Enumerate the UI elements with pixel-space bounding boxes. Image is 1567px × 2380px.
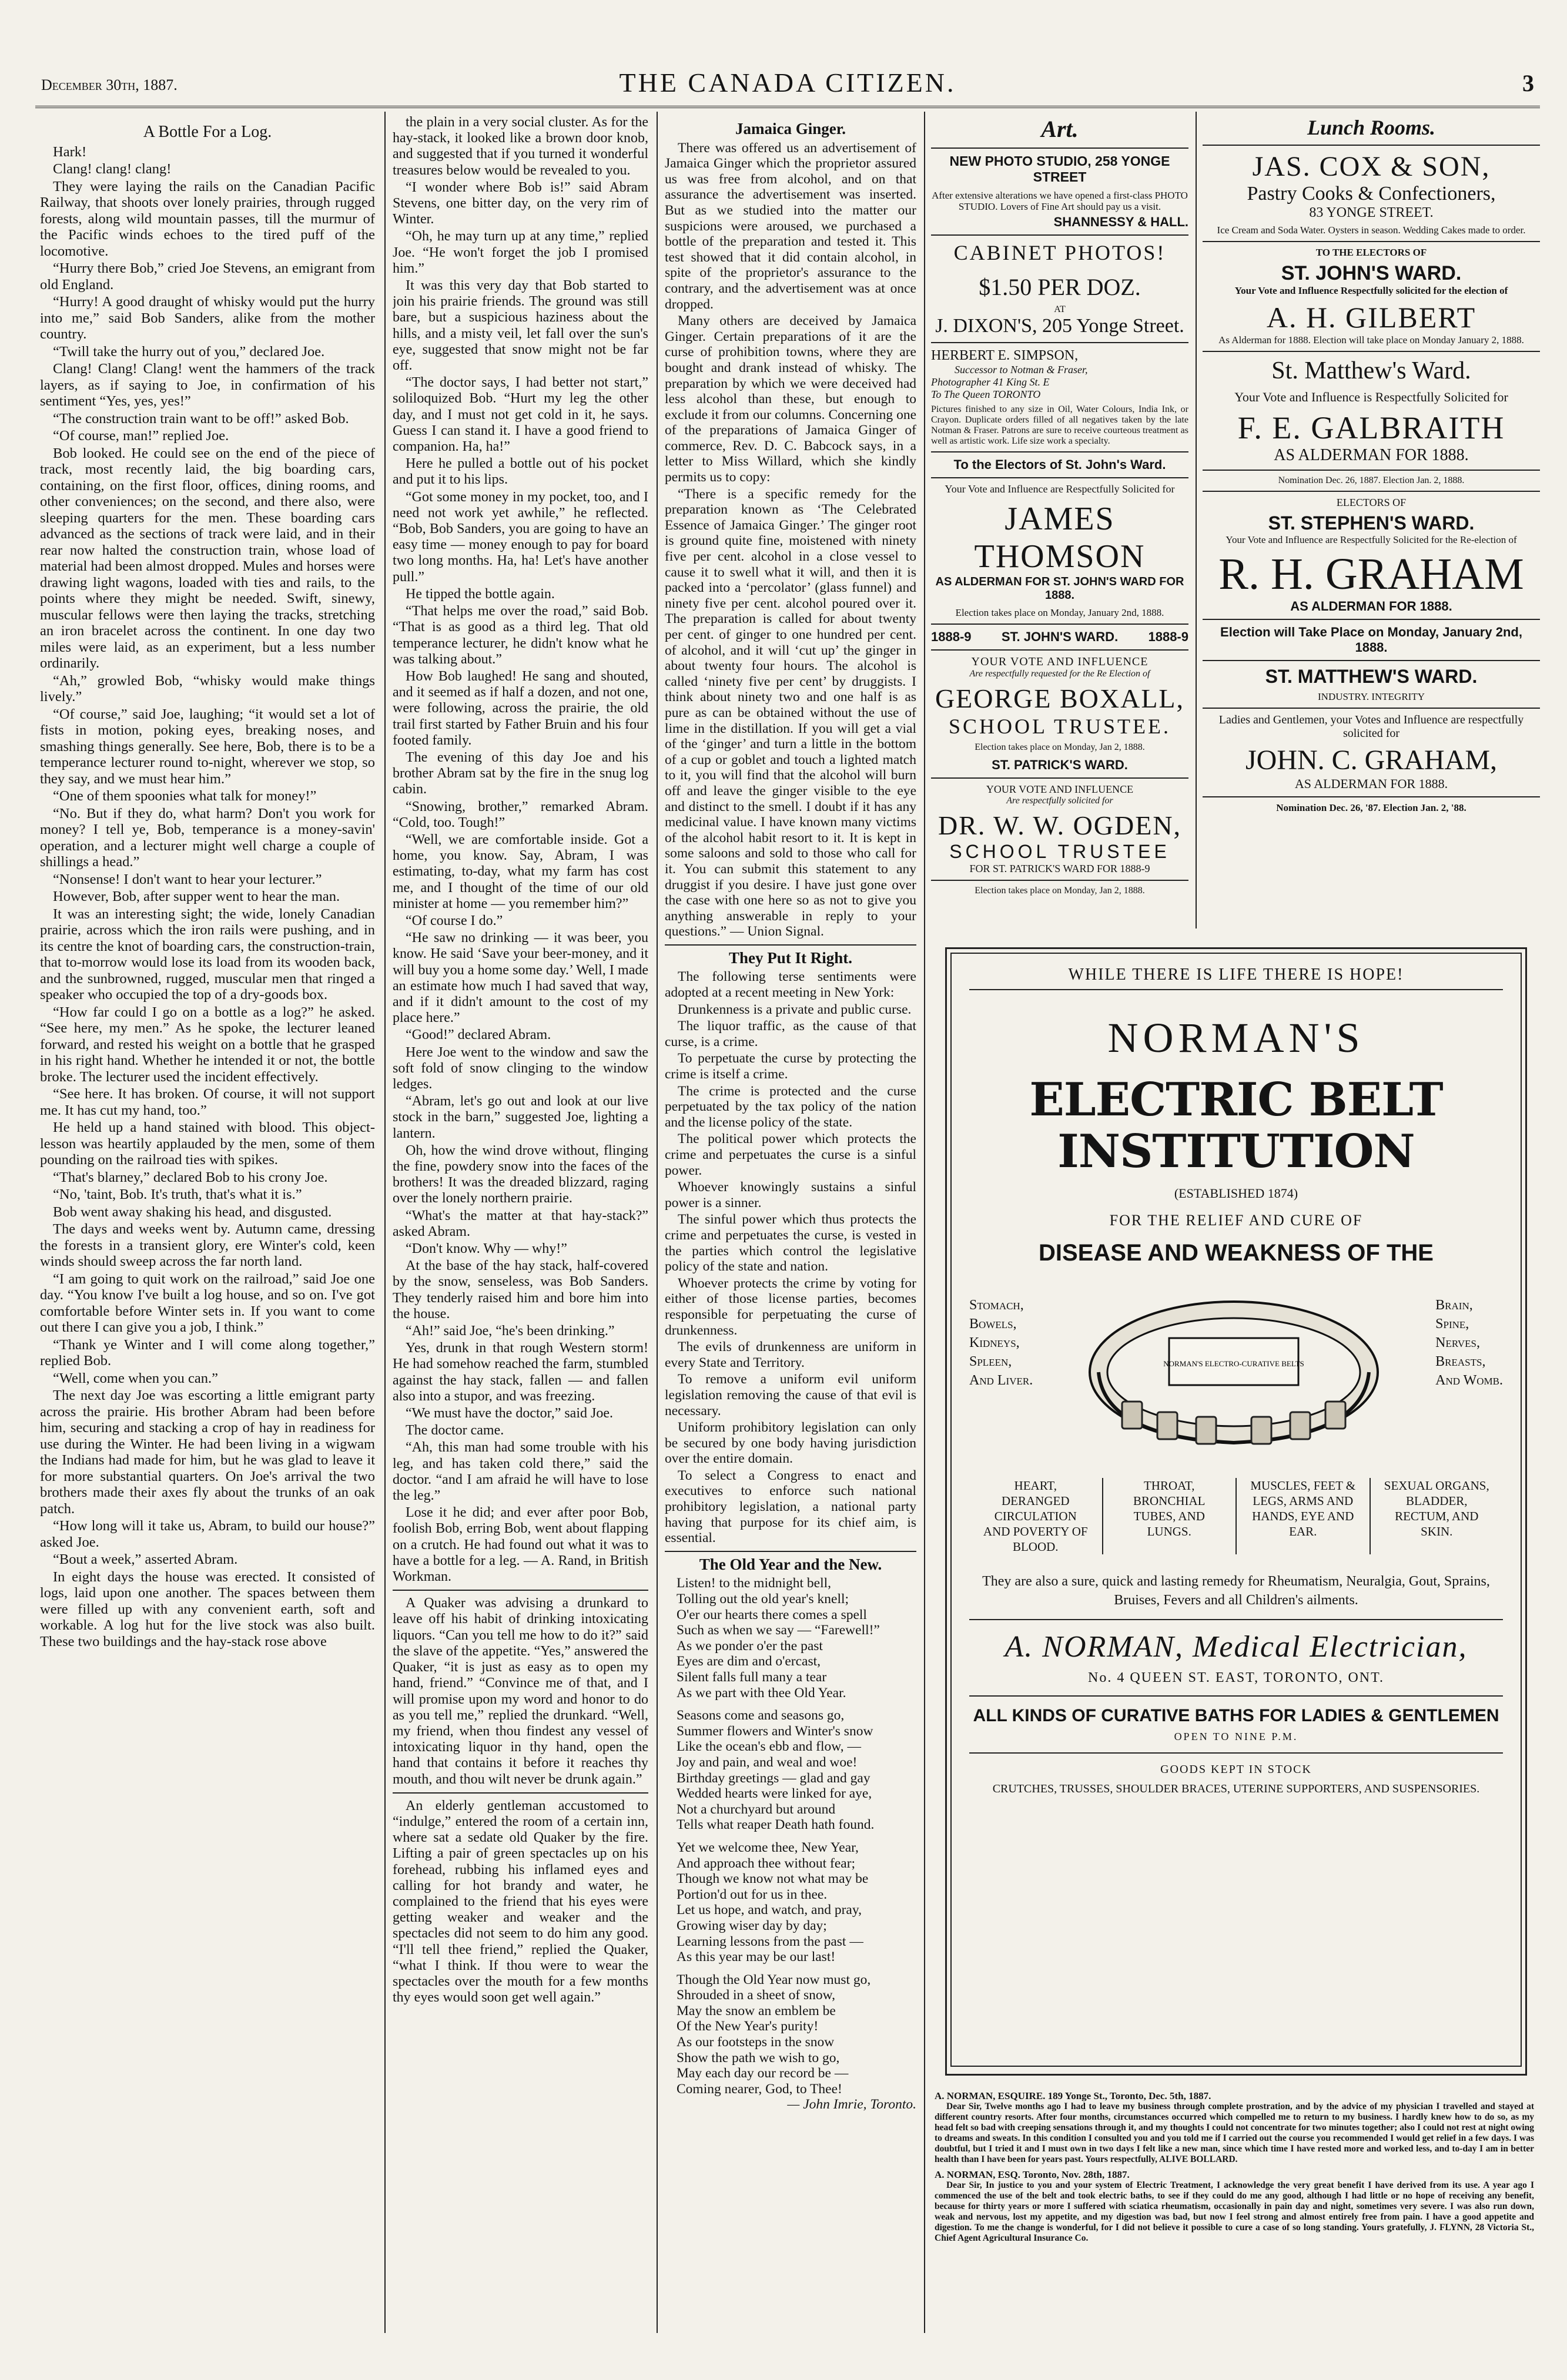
candidate-boxall: GEORGE BOXALL, (935, 683, 1185, 713)
ad-banner: WHILE THERE IS LIFE THERE IS HOPE! (969, 966, 1503, 990)
organ-item: And Womb. (1435, 1373, 1503, 1388)
paragraph: The days and weeks went by. Autumn came, dressing the forests in a transient glory, ere Winter's cold, keen winds should sweep across the far north land. (40, 1221, 375, 1269)
poem-title: The Old Year and the New. (699, 1555, 882, 1573)
ward-name: ST. STEPHEN'S WARD. (1268, 512, 1475, 534)
paragraph: The following terse sentiments were adopted at a recent meeting in New York: (665, 969, 916, 1001)
cox-address: 83 YONGE STREET. (1309, 205, 1434, 220)
poem-line: Summer flowers and Winter's snow (677, 1723, 873, 1739)
paragraph: Here he pulled a bottle out of his pocket and put it to his lips. (393, 456, 648, 488)
organ-item: Nerves, (1435, 1335, 1480, 1350)
poem-line: Shrouded in a sheet of snow, (677, 1987, 835, 2003)
paragraph: Drunkenness is a private and public curse. (678, 1001, 912, 1017)
electrician-name: A. NORMAN, Medical Electrician, (1005, 1630, 1468, 1664)
paragraph: Here Joe went to the window and saw the soft fold of snow clinging to the window ledges. (393, 1044, 648, 1092)
paragraph: Clang! Clang! Clang! went the hammers of the track layers, as if saying to Joe, in confirmation of his sentiment “Yes, yes, yes!” (40, 361, 375, 409)
right-organ-list (1435, 1296, 1503, 1390)
paragraph: Bob looked. He could see on the end of the piece of track, most recently laid, the big boarding cars, containing, on the first floor, offices, dining rooms, and other conveniences; on the second, and there also, were sleeping quarters for the men. These boarding cars advanced as the sections of track were laid, and in their rear now halted the construction train, whose load of material had been almost dropped. Mules and horses were drawing light wagons, loaded with ties and rails, to the points where they might be needed. Swift, sinewy, muscular fellows were then laying the tracks, stretching an iron bracelet across the continent. In one day two miles were laid, as an experiment, but a less number ordinarily. (40, 445, 375, 671)
paragraph: “We must have the doctor,” said Joe. (406, 1406, 613, 1422)
paragraph: The doctor came. (406, 1423, 504, 1439)
cabinet-photos: CABINET PHOTOS! (953, 241, 1166, 264)
motto: INDUSTRY. INTEGRITY (1318, 691, 1425, 702)
paragraph: “How far could I go on a bottle as a log?” he asked. “See here, my men.” As he spoke, the lecturer leaned forward, and rested his weight on a bottle that he grasped in his right hand. Whether he intended it or not, the bottle broke. The lecturer used the incident effectively. (40, 1004, 375, 1085)
norman-address: No. 4 QUEEN ST. EAST, TORONTO, ONT. (1088, 1670, 1384, 1685)
paragraph: To select a Congress to enact and executives to enforce such national prohibitory legislation, a national party having that purpose for its chief aim, is essential. (665, 1467, 916, 1546)
disease-heading: DISEASE AND WEAKNESS OF THE (1039, 1240, 1434, 1266)
belt-label: NORMAN'S ELECTRO-CURATIVE BELTS (1163, 1359, 1304, 1368)
paragraph: Clang! clang! clang! (53, 161, 172, 177)
paragraph: Whoever knowingly sustains a sinful power is a sinner. (665, 1179, 916, 1211)
candidate-ogden: DR. W. W. OGDEN, (937, 810, 1182, 840)
election-note: Election takes place on Monday, Jan 2, 1888. (975, 886, 1145, 896)
article-body (40, 144, 375, 1650)
galbraith-office: AS ALDERMAN FOR 1888. (1274, 446, 1469, 464)
divider (393, 1590, 648, 1591)
paragraph: To remove a uniform evil uniform legislation removing the cause of that evil is necessary. (665, 1372, 916, 1419)
ward-name: ST. MATTHEW'S WARD. (1265, 666, 1478, 687)
organ-item: Brain, (1435, 1298, 1473, 1313)
divider (1203, 491, 1540, 492)
paragraph: “Oh, he may turn up at any time,” replied Joe. “He won't forget the job I promised him.” (393, 229, 648, 276)
header-page-number: 3 (1522, 70, 1534, 96)
poem-line: May the snow an emblem be (677, 2003, 836, 2019)
for-relief: FOR THE RELIEF AND CURE OF (1109, 1212, 1363, 1229)
paragraph: the plain in a very social cluster. As for the hay-stack, it looked like a brown door knob, and suggested that if you turned it wonderful treasures below would be revealed to you. (393, 115, 648, 178)
candidate-rh-graham: R. H. GRAHAM (1218, 549, 1524, 599)
simpson-note: Pictures finished to any size in Oil, Water Colours, India Ink, or Crayon. Duplicate orders filled of all negatives taken by the late Notman & Fraser. Patrons are sure to receive courteous treatment as well as artistic work. Life size work a specialty. (931, 404, 1188, 446)
vote-note: YOUR VOTE AND INFLUENCE (986, 783, 1134, 795)
studio-name: NEW PHOTO STUDIO, 258 YONGE STREET (949, 153, 1170, 185)
header-rule (35, 106, 1540, 108)
organ-item: Kidneys, (969, 1335, 1020, 1350)
poem-line: Though we know not what may be (677, 1871, 869, 1887)
poem-line (677, 1833, 916, 1840)
divider (931, 451, 1188, 452)
paragraph: The sinful power which thus protects the crime and perpetuates the curse, is vested in the parties which control the legislative policy of the state and nation. (665, 1212, 916, 1275)
candidate-jc-graham: JOHN. C. GRAHAM, (1245, 745, 1498, 776)
year-left: 1888-9 (931, 629, 972, 644)
divider (1203, 351, 1540, 352)
divider (1203, 619, 1540, 620)
poem-line: Growing wiser day by day; (677, 1918, 827, 1933)
testimonials (935, 2091, 1534, 2332)
paragraph: “Of course, man!” replied Joe. (53, 428, 229, 444)
poem-line: Though the Old Year now must go, (677, 1972, 871, 1987)
poem-author: — John Imrie, Toronto. (787, 2097, 916, 2113)
to-electors: TO THE ELECTORS OF (1315, 247, 1427, 258)
cure-note: They are also a sure, quick and lasting remedy for Rheumatism, Neuralgia, Gout, Sprains, Bruises, Fevers and all Children's ailments. (982, 1574, 1490, 1608)
article-body (393, 115, 648, 1585)
article-body (665, 969, 916, 1546)
divider (931, 477, 1188, 478)
candidate-thomson-office: AS ALDERMAN FOR ST. JOHN'S WARD FOR 1888. (935, 575, 1184, 602)
divider (931, 624, 1188, 625)
poem-line: Let us hope, and watch, and pray, (677, 1902, 862, 1918)
studio-owner: SHANNESSY & HALL. (1053, 214, 1188, 229)
paragraph: “Well, come when you can.” (53, 1370, 219, 1386)
ailment-column: THROAT, BRONCHIAL TUBES, AND LUNGS. (1102, 1478, 1236, 1554)
paragraph: Bob went away shaking his head, and disgusted. (53, 1204, 332, 1220)
candidate-thomson: JAMES THOMSON (974, 501, 1146, 575)
paragraph: “That's blarney,” declared Bob to his crony Joe. (53, 1169, 328, 1185)
open-hours: OPEN TO NINE P.M. (1174, 1731, 1298, 1742)
poem-line: Birthday greetings — glad and gay (677, 1770, 870, 1786)
paragraph: Many others are deceived by Jamaica Ginger. Certain preparations of it are the curse of prohibition towns, where they are bought and drank instead of whisky. The preparation by which we were deceived had less alcohol than these, but enough to exclude it from our columns. Concerning one of the preparations of Jamaica Ginger of commerce, Rev. D. C. Babcock says, in a letter to Miss Willard, which she kindly permits us to copy: (665, 313, 916, 485)
paragraph: “No, 'taint, Bob. It's truth, that's what it is.” (53, 1186, 302, 1202)
paragraph: To perpetuate the curse by protecting the crime is itself a crime. (665, 1051, 916, 1082)
section-heading: Art. (1041, 116, 1079, 142)
article-title: Jamaica Ginger. (735, 120, 846, 138)
stock-list: CRUTCHES, TRUSSES, SHOULDER BRACES, UTERINE SUPPORTERS, AND SUSPENSORIES. (992, 1782, 1480, 1795)
divider (931, 649, 1188, 651)
column-rule (384, 112, 386, 2333)
poem-line (677, 1701, 916, 1708)
belt-section (969, 1284, 1503, 1460)
paragraph: However, Bob, after supper went to hear the man. (53, 889, 340, 904)
paragraph: “Ah, this man had some trouble with his leg, and has taken cold there,” said the doctor. “and I am afraid he will have to lose the leg.” (393, 1440, 648, 1504)
poem-line: Tells what reaper Death hath found. (677, 1817, 875, 1833)
paragraph: “Twill take the hurry out of you,” declared Joe. (53, 343, 325, 360)
ward-name: St. Matthew's Ward. (1271, 357, 1471, 384)
paragraph: “Ah,” growled Bob, “whisky would make things lively.” (40, 672, 375, 705)
established: (ESTABLISHED 1874) (1174, 1186, 1298, 1201)
poem-line: Coming nearer, God, to Thee! (677, 2081, 842, 2097)
paragraph: “Snowing, brother,” remarked Abram. “Cold, too. Tough!” (393, 799, 648, 830)
divider (969, 1695, 1503, 1697)
paragraph: “Nonsense! I don't want to hear your lecturer.” (53, 871, 322, 887)
poem-line: As we ponder o'er the past (677, 1638, 823, 1654)
cox-note: Ice Cream and Soda Water. Oysters in season. Wedding Cakes made to order. (1217, 224, 1526, 236)
quaker-anecdote: A Quaker was advising a drunkard to leave off his habit of drinking intoxicating liquors. “Can you tell me how to do it?” said the slave of the appetite. “Yes,” answered the Quaker, “it is just as easy as to open my hand, friend.” “Convince me of that, and I will promise upon my word and honor to do as you tell me,” replied the drunkard. “Well, my friend, when thou findest any vessel of intoxicating liquor in thy hand, open the hand that contains it before it reaches thy mouth, and thou wilt never be drunk again.” (393, 1595, 648, 1787)
poem-line: Wedded hearts were linked for aye, (677, 1786, 872, 1802)
left-organ-list (969, 1296, 1033, 1390)
article-title: They Put It Right. (728, 948, 852, 967)
electric-belt-illustration (1081, 1284, 1387, 1454)
ad-inner-frame (950, 953, 1522, 2067)
testimonial-2: Dear Sir, In justice to you and your system of Electric Treatment, I acknowledge the very great benefit I have derived from its use. A year ago I commenced the use of the belt and took electric baths, to see if they could do me any good, although I had little or no hope of receiving any benefit, because for thirty years or more I suffered with sciatica rheumatism, occasionally in pain day and night, sometimes very severe. I was also run down, weak and nervous, lost my appetite, and my digestion was bad, but now I feel strong and almost entirely free from pain. I have a good appetite and digestion. To me the change is wonderful, for I did not believe it possible to cure a case of so long standing. Yours gratefully, J. FLYNN, 28 Victoria St., Chief Agent Agricultural Insurance Co. (935, 2180, 1534, 2243)
ward-line (931, 629, 1188, 645)
ailment-column: MUSCLES, FEET & LEGS, ARMS AND HANDS, EYE AND EAR. (1235, 1478, 1370, 1554)
paragraph: “See here. It has broken. Of course, it will not support me. It has cut my hand, too.” (40, 1086, 375, 1118)
ailment-columns (969, 1478, 1503, 1554)
column-3 (665, 118, 916, 2333)
poem-line: Such as when we say — “Farewell!” (677, 1623, 880, 1638)
norman-name: NORMAN'S (1107, 1014, 1365, 1061)
paragraph: “Well, we are comfortable inside. Got a home, you know. Say, Abram, I was estimating, to-day, what my farm has cost me, and I thought of the time of our old minister at home — you remember him?” (393, 832, 648, 911)
poem-line: Portion'd out for us in thee. (677, 1886, 828, 1902)
organ-item: Spleen, (969, 1354, 1012, 1369)
paragraph: “I am going to quit work on the railroad,” said Joe one day. “You know I've built a log house, and so on. I've got comfortable before Winter sets in. If you want to come out there I can give you a job, I think.” (40, 1271, 375, 1335)
spectacles-anecdote: An elderly gentleman accustomed to “indulge,” entered the room of a certain inn, where sat a sedate old Quaker by the fire. Lifting a pair of green spectacles up on his forehead, rubbing his inflamed eyes and calling for hot brandy and water, he complained to the friend that his eyes were getting weaker and weaker and the spectacles did not seem to do him any good. “I'll tell thee friend,” replied the Quaker, “what I think. If thou were to wear the spectacles over the mouth for a few months thy eyes would soon get well again.” (393, 1798, 648, 2006)
paragraph: “Of course I do.” (406, 913, 503, 928)
divider (1203, 145, 1540, 146)
paragraph: “Bout a week,” asserted Abram. (53, 1551, 238, 1567)
column-rule (1196, 112, 1197, 928)
dixon-address: J. DIXON'S, 205 Yonge Street. (935, 315, 1184, 337)
paragraph: “Hurry there Bob,” cried Joe Stevens, an emigrant from old England. (40, 260, 375, 293)
poem-line: Tolling out the old year's knell; (677, 1591, 849, 1607)
paragraph: Lose it he did; and ever after poor Bob, foolish Bob, erring Bob, went about flapping on a crutch. He had found out what it was to have a bottle for a leg. — A. Rand, in British Workman. (393, 1505, 648, 1585)
poem-line: Not a churchyard but around (677, 1801, 836, 1817)
paragraph: The next day Joe was escorting a little emigrant party across the prairie. His brother Abram had been before him, securing and stacking a crop of hay in readiness for use during the Winter. He had been living in a wigwam the Indians had made for him, but he was glad to leave it for more substantial quarters. On Joe's arrival the two brothers made their axes fly about the trunks of an oak patch. (40, 1387, 375, 1517)
article-title: A Bottle For a Log. (143, 123, 272, 141)
divider (1203, 796, 1540, 797)
baths-heading: ALL KINDS OF CURATIVE BATHS FOR LADIES & GENTLEMEN (973, 1706, 1499, 1725)
divider (393, 1792, 648, 1794)
organ-item: Spine, (1435, 1316, 1469, 1332)
organ-item: Bowels, (969, 1316, 1017, 1332)
column-2 (393, 115, 648, 2330)
paragraph: Uniform prohibitory legislation can only be secured by one body having jurisdiction over the entire domain. (665, 1420, 916, 1467)
poem-line: Silent falls full many a tear (677, 1670, 827, 1685)
ailment-column: SEXUAL ORGANS, BLADDER, RECTUM, AND SKIN. (1370, 1478, 1504, 1554)
at-label: AT (1054, 304, 1066, 314)
header-title: THE CANADA CITIZEN. (619, 68, 956, 98)
ward-name: ST. JOHN'S WARD. (1281, 262, 1462, 284)
cox-name: JAS. COX & SON, (1252, 151, 1491, 182)
paragraph: They were laying the rails on the Canadian Pacific Railway, that shoots over lonely prairies, through rugged forests, along wild mountain passes, till the murmur of the Pacific winds echoes to the tired puff of the locomotive. (40, 178, 375, 259)
office-school-trustee: SCHOOL TRUSTEE (949, 841, 1170, 862)
paragraph: There was offered us an advertisement of Jamaica Ginger which the proprietor assured us was free from alcohol, and on that assurance the advertisement was inserted. But as we studied into the matter our suspicions were aroused, we purchased a bottle of the preparation and tested it. This test showed that it did contain alcohol, in spite of the proprietor's assurance to the contrary, and the advertisement was at once dropped. (665, 140, 916, 312)
election-note: Election will Take Place on Monday, January 2nd, 1888. (1220, 625, 1522, 655)
paragraph: “Hurry! A good draught of whisky would put the hurry into me,” said Bob Sanders, alike from the mother country. (40, 294, 375, 342)
paragraph: “One of them spoonies what talk for money!” (53, 788, 317, 804)
poem-line: Seasons come and seasons go, (677, 1708, 845, 1724)
paragraph: “Good!” declared Abram. (406, 1027, 551, 1043)
poem-line: Show the path we wish to go, (677, 2050, 840, 2066)
paragraph: “I wonder where Bob is!” said Abram Stevens, one bitter day, on the very rim of Winter. (393, 179, 648, 227)
poem-line: As we part with thee Old Year. (677, 1685, 846, 1701)
simpson-address: Photographer 41 King St. E (931, 376, 1050, 388)
paragraph: “There is a specific remedy for the preparation known as ‘The Celebrated Essence of Jamaica Ginger.’ The ginger root is ground quite fine, moistened with ninety five per cent. alcohol in a close vessel to cause it to swell what it will, and then it is packed into a ‘percolator’ (glass funnel) and ninety five per cent. alcohol poured over it. The preparation is called for about twenty per cent. of ginger to one hundred per cent. of alcohol, and it will ‘cut up’ the ginger in about twenty four hours. The alcohol is called ‘ninety five per cent’ by druggists. I think about ninety two and one half is as pure as can be obtained without the use of lime in the distillation. If you will get a vial of the ‘ginger’ and turn a little in the bottom of a cup or goblet and touch a lighted match to it, you will find that the alcohol will burn off and leave the ginger visible to the eye and distinct to the smell. I doubt if it has any medicinal value. I have known many victims of the alcohol habit resort to it. It is kept in some saloons and sold to those who call for it. You can submit this statement to any druggist if you desire. I have just gone over the case with one here so as not to give you anything answerable in reply to your questions.” — Union Signal. (665, 486, 916, 940)
vote-note: YOUR VOTE AND INFLUENCE (971, 655, 1149, 668)
poem-line: May each day our record be — (677, 2066, 849, 2081)
paragraph: “Got some money in my pocket, too, and I need not work yet awhile,” he reflected. “Bob, Bob Sanders, you are going to have an easy time — money enough to pay for board two long months. Ha, ha! Let's have another pull.” (393, 489, 648, 585)
paragraph: The evils of drunkenness are uniform in every State and Territory. (665, 1339, 916, 1370)
vote-note: Are respectfully requested for the Re Election of (969, 669, 1150, 679)
poem-line: As this year may be our last! (677, 1949, 836, 1965)
paragraph: In eight days the house was erected. It consisted of logs, laid upon one another. The spaces between them were filled up with any convenient earth, soft and workable. A log hut for the live stock was also built. These two buildings and the hay-stack rose above (40, 1568, 375, 1650)
simpson-successor: Successor to Notman & Fraser, (955, 364, 1088, 376)
testimonial-1-header: A. NORMAN, ESQUIRE. 189 Yonge St., Toronto, Dec. 5th, 1887. (935, 2091, 1211, 2101)
paragraph: “He saw no drinking — it was beer, you know. He said ‘Save your beer-money, and it will buy you a home some day.’ Well, I made an estimate how much I had saved that way, and if it didn't amount to the cost of my place here.” (393, 930, 648, 1026)
divider (931, 880, 1188, 881)
divider (931, 342, 1188, 343)
studio-note: After extensive alterations we have opened a first-class PHOTO STUDIO. Lovers of Fine Art should pay us a visit. (932, 190, 1188, 212)
electric-belt-ad (945, 947, 1527, 2076)
year-right: 1888-9 (1148, 629, 1188, 644)
paragraph: The crime is protected and the curse perpetuated by the tax policy of the nation and the license policy of the state. (665, 1083, 916, 1130)
graham-office: AS ALDERMAN FOR 1888. (1290, 599, 1452, 614)
divider (931, 148, 1188, 149)
paragraph: Whoever protects the crime by voting for either of those license parties, becomes responsible for perpetuating the curse of drunkenness. (665, 1275, 916, 1338)
ogden-ward: FOR ST. PATRICK'S WARD FOR 1888-9 (969, 863, 1150, 874)
paragraph: The political power which protects the crime and perpetuates the curse is a sinful power. (665, 1131, 916, 1178)
divider (969, 1619, 1503, 1620)
poem-line: Joy and pain, and weal and woe! (677, 1754, 858, 1770)
paragraph: How Bob laughed! He sang and shouted, and it seemed as if half a dozen, and not one, were following, across the prairie, the old trail first started by Father Bruin and his four footed family. (393, 668, 648, 748)
vote-note: Your Vote and Influence are Respectfully Solicited for (945, 483, 1175, 495)
divider (1203, 708, 1540, 709)
vote-note: Your Vote and Influence are Respectfully Solicited for the Re-election of (1226, 534, 1517, 545)
electors-of: ELECTORS OF (1336, 497, 1407, 508)
paragraph: He tipped the bottle again. (406, 586, 555, 602)
nomination-note: Nomination Dec. 26, '87. Election Jan. 2, '88. (1276, 802, 1466, 813)
header-date: December 30th, 1887. (41, 76, 178, 93)
divider (969, 1752, 1503, 1754)
column-4 (931, 115, 1188, 932)
poem-line: O'er our hearts there comes a spell (677, 1607, 867, 1623)
poem-line: Of the New Year's purity! (677, 2019, 819, 2034)
divider (1203, 241, 1540, 242)
paragraph: Oh, how the wind drove without, flinging the fine, powdery snow into the faces of the brothers! It was the dreaded blizzard, raging over the lonely northern prairie. (393, 1142, 648, 1206)
divider (665, 944, 916, 946)
article-body (665, 140, 916, 940)
ward-name: ST. PATRICK'S WARD. (992, 757, 1128, 772)
election-note: Election takes place on Monday, Jan 2, 1888. (975, 742, 1145, 752)
election-note: Election takes place on Monday, January 2nd, 1888. (955, 607, 1164, 618)
poem-line: Listen! to the midnight bell, (677, 1576, 832, 1591)
paragraph: “Of course,” said Joe, laughing; “it would set a lot of fists in motion, poking eyes, breaking noses, and smashing things generally. See here, Bob, there is to be a temperance lecturer round to-night, wherever we stop, so they say, and we must hear him.” (40, 706, 375, 787)
simpson-city: To The Queen TORONTO (931, 388, 1041, 400)
column-rule (657, 112, 658, 2333)
paragraph: “Abram, let's go out and look at our live stock in the barn,” suggested Joe, lighting a lantern. (393, 1094, 648, 1141)
testimonial-1: Dear Sir, Twelve months ago I had to leave my business through complete prostration, and by the advice of my physician I travelled and stayed at different country resorts. After four months, circumstances occurred which compelled me to return to my business. I hardly knew how to do so, as my head felt so bad with creeping sensations through it, and my thoughts I could not concentrate for two minutes together; also I could not rest at night owing to dreams and sweats. In this condition I consulted you and you told me if I carried out the course you recommended I would get relief in a few days. I was doubtful, but I tried it and I must own in two days I felt like a new man, since which time I have rested more and worked less, and to-day I am in better health than I have been for years past. Yours respectfully, ALIVE BOLLARD. (935, 2101, 1534, 2164)
poem-line (677, 1965, 916, 1972)
price: $1.50 PER DOZ. (979, 274, 1141, 300)
paragraph: The liquor traffic, as the cause of that curse, is a crime. (665, 1018, 916, 1050)
column-1 (40, 120, 375, 2330)
candidate-gilbert: A. H. GILBERT (1266, 301, 1476, 334)
paragraph: “The doctor says, I had better not start,” soliloquized Bob. “Hurt my leg the other day, and I must not get cold in it, he says. Guess I can stand it. I have a good friend to companion. Ha, ha!” (393, 375, 648, 455)
vote-note: Your Vote and Influence is Respectfully Solicited for (1234, 390, 1508, 404)
electors-heading: To the Electors of St. John's Ward. (953, 457, 1166, 472)
paragraph: Yes, drunk in that rough Western storm! He had somehow reached the farm, stumbled against the hay stack, fallen — and fallen also into a stupor, and was freezing. (393, 1340, 648, 1404)
poem-line: Like the ocean's ebb and flow, — (677, 1739, 861, 1755)
paragraph: At the base of the hay stack, half-covered by the snow, senseless, was Bob Sanders. They tenderly raised him and bore him into the house. (393, 1258, 648, 1322)
graham-office: AS ALDERMAN FOR 1888. (1294, 776, 1448, 791)
divider (931, 777, 1188, 779)
organ-item: Stomach, (969, 1298, 1024, 1313)
divider (665, 1551, 916, 1552)
poem-line: Eyes are dim and o'ercast, (677, 1654, 821, 1670)
poem-line: Yet we welcome thee, New Year, (677, 1839, 859, 1855)
paragraph: The evening of this day Joe and his brother Abram sat by the fire in the snug log cabin. (393, 749, 648, 797)
goods-heading: GOODS KEPT IN STOCK (1160, 1763, 1312, 1776)
paragraph: “Ah!” said Joe, “he's been drinking.” (406, 1323, 615, 1339)
poem-line: As our footsteps in the snow (677, 2034, 835, 2050)
paragraph: It was an interesting sight; the wide, lonely Canadian prairie, across which the iron rails were pushing, and in its centre the knot of boarding cars, the construction-train, that to-morrow would lose its load from its wooden back, and the sunbrowned, rugged, muscular men that ringed a speaker who occupied the top of a dry-goods box. (40, 906, 375, 1003)
organ-item: And Liver. (969, 1373, 1033, 1388)
divider (931, 234, 1188, 236)
paragraph: “How long will it take us, Abram, to build our house?” asked Joe. (40, 1518, 375, 1550)
column-rule (924, 112, 925, 2333)
vote-note: Your Vote and Influence Respectfully solicited for the election of (1234, 285, 1508, 296)
organ-item: Breasts, (1435, 1354, 1486, 1369)
vote-note: Ladies and Gentlemen, your Votes and Influence are respectfully solicited for (1218, 713, 1524, 740)
cox-trade: Pastry Cooks & Confectioners, (1247, 183, 1496, 205)
masthead (35, 36, 1540, 107)
office-school-trustee: SCHOOL TRUSTEE. (948, 715, 1171, 738)
poem-line: Learning lessons from the past — (677, 1933, 863, 1949)
nomination-note: Nomination Dec. 26, 1887. Election Jan. 2, 1888. (1278, 475, 1465, 485)
divider (1203, 660, 1540, 661)
divider (1203, 470, 1540, 471)
paragraph: “Don't know. Why — why!” (406, 1241, 567, 1257)
candidate-galbraith: F. E. GALBRAITH (1237, 410, 1505, 445)
poem-line: And approach thee without fear; (677, 1855, 856, 1871)
paragraph: “No. But if they do, what harm? Don't you work for money? I tell ye, Bob, temperance is a money-savin' operation, and a lecturer might well charge a couple of shillings a head.” (40, 805, 375, 870)
testimonial-2-header: A. NORMAN, ESQ. Toronto, Nov. 28th, 1887. (935, 2169, 1130, 2180)
column-5 (1203, 115, 1540, 932)
poem (665, 1576, 916, 2097)
paragraph: “The construction train want to be off!” asked Bob. (53, 410, 349, 427)
paragraph: “Thank ye Winter and I will come along together,” replied Bob. (40, 1336, 375, 1369)
institution-name: ELECTRIC BELT INSTITUTION (1029, 1073, 1443, 1178)
section-heading: Lunch Rooms. (1307, 116, 1436, 139)
paragraph: Hark! (53, 143, 87, 160)
gilbert-note: As Alderman for 1888. Election will take place on Monday January 2, 1888. (1218, 334, 1524, 346)
ward-name: ST. JOHN'S WARD. (1001, 629, 1119, 644)
ailment-column: HEART, DERANGED CIRCULATION AND POVERTY OF BLOOD. (983, 1479, 1088, 1554)
paragraph: “What's the matter at that hay-stack?” asked Abram. (393, 1208, 648, 1239)
vote-note: Are respectfully solicited for (1006, 796, 1113, 806)
paragraph: “That helps me over the road,” said Bob. “That is as good as a third leg. That old temperance lecturer, he didn't know what he was talking about.” (393, 604, 648, 667)
paragraph: It was this very day that Bob started to join his prairie friends. The ground was still bare, but a suspicious haziness about the hills, and a misty veil, let fall over the sun's eye, suggested that snow might not be far off. (393, 278, 648, 374)
simpson-name: HERBERT E. SIMPSON, (931, 348, 1079, 363)
paragraph: He held up a hand stained with blood. This object-lesson was heartily applauded by the men, some of them pounding on the railroad ties with spikes. (40, 1119, 375, 1168)
